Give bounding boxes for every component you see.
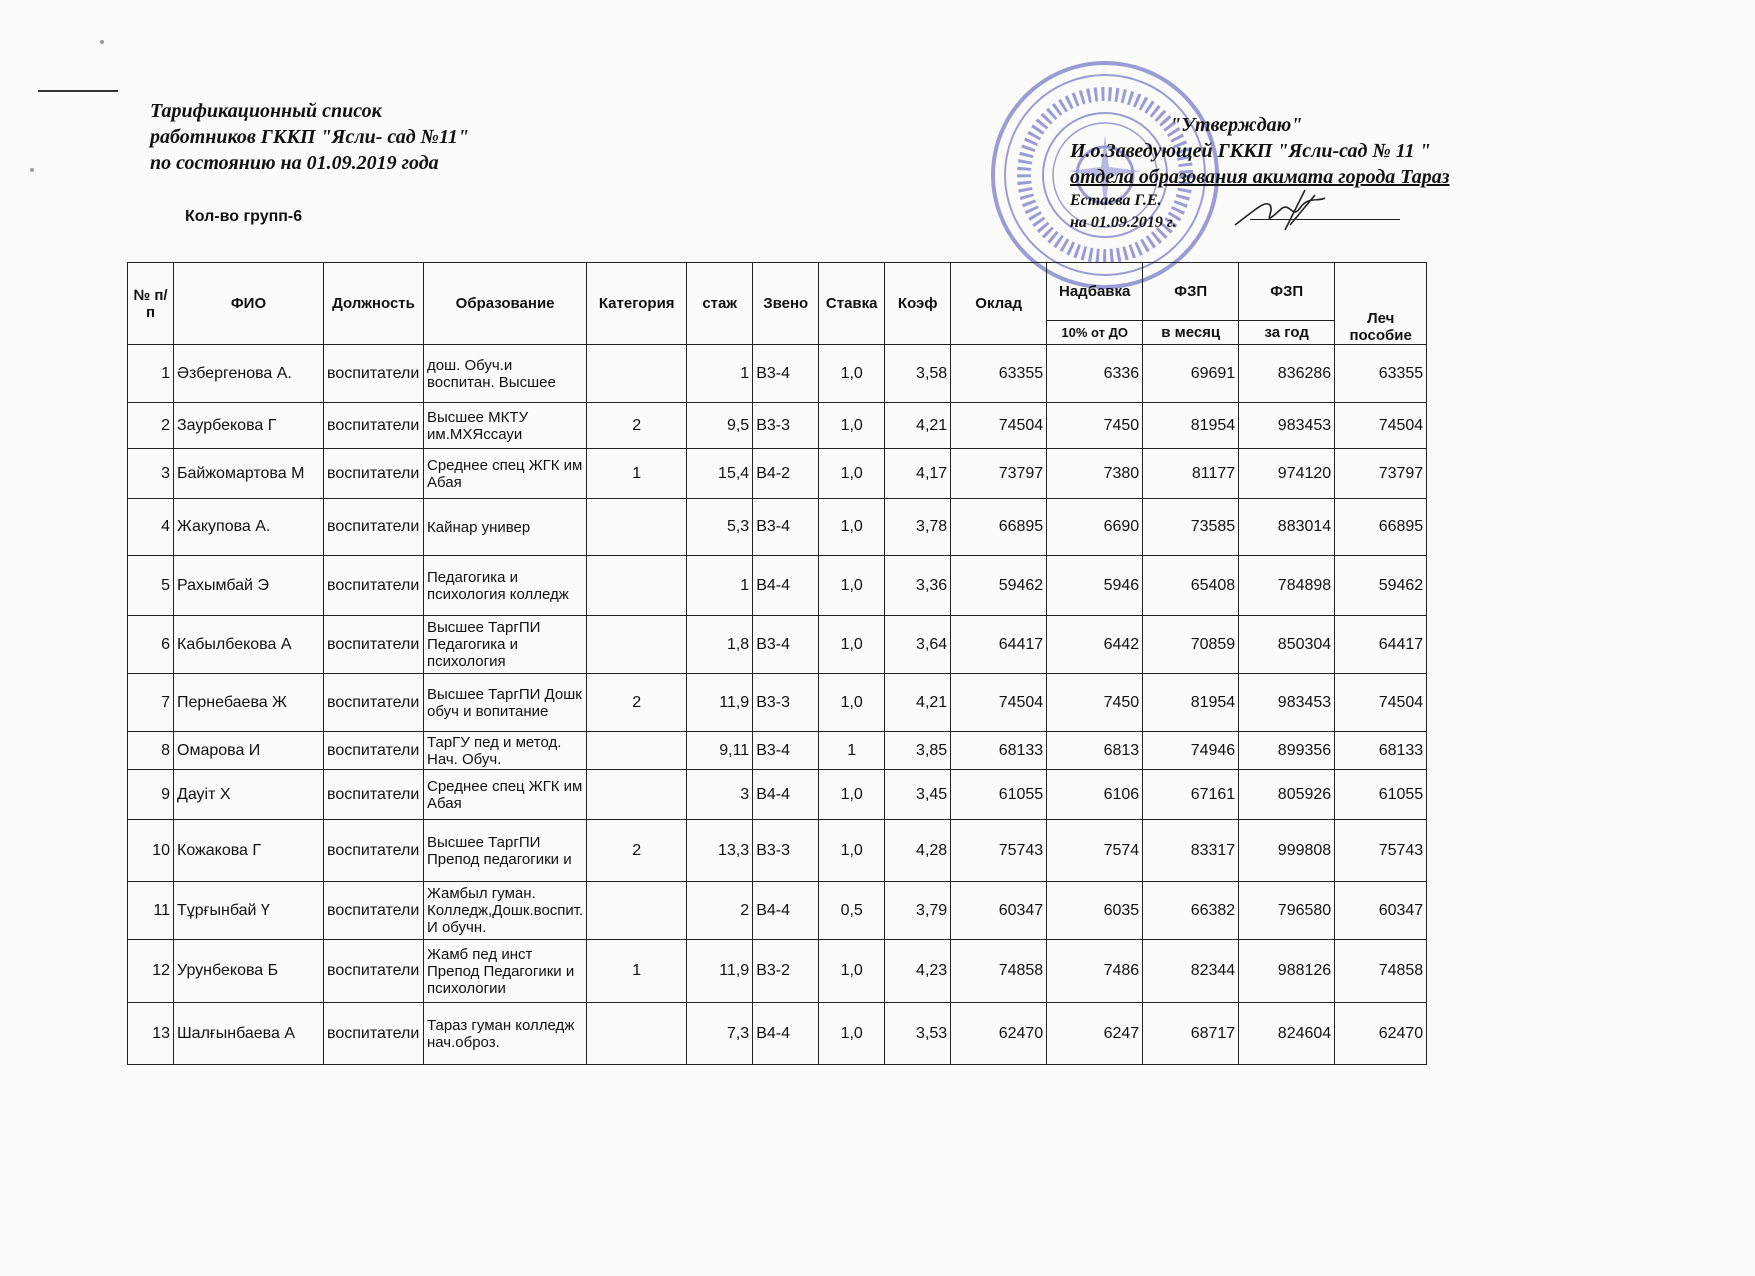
- cell-category: [587, 1003, 687, 1065]
- cell-row-number: 3: [128, 449, 174, 499]
- cell-fzp-month: 81954: [1143, 403, 1239, 449]
- signature-line: [1250, 219, 1400, 220]
- cell-oklad: 59462: [951, 556, 1047, 616]
- col-lech: Леч пособие: [1335, 263, 1427, 345]
- cell-zveno: В3-4: [753, 345, 819, 403]
- col-fio: ФИО: [174, 263, 324, 345]
- cell-category: 2: [587, 820, 687, 882]
- cell-fzp-month: 65408: [1143, 556, 1239, 616]
- col-nadbavka: Надбавка: [1047, 263, 1143, 321]
- cell-education: Среднее спец ЖГК им Абая: [424, 449, 587, 499]
- cell-category: [587, 616, 687, 674]
- cell-position: воспитатели: [324, 449, 424, 499]
- cell-fzp-year: 974120: [1239, 449, 1335, 499]
- cell-education: Кайнар универ: [424, 499, 587, 556]
- table-row: [128, 674, 1427, 732]
- col-position: Должность: [324, 263, 424, 345]
- cell-nadbavka: 6442: [1047, 616, 1143, 674]
- cell-row-number: 11: [128, 882, 174, 940]
- cell-nadbavka: 6247: [1047, 1003, 1143, 1065]
- cell-stavka: 1,0: [819, 674, 885, 732]
- cell-fzp-year: 899356: [1239, 732, 1335, 770]
- cell-employee-name: Жакупова А.: [174, 499, 324, 556]
- cell-oklad: 66895: [951, 499, 1047, 556]
- cell-fzp-year: 824604: [1239, 1003, 1335, 1065]
- cell-lech-posobie: 62470: [1335, 1003, 1427, 1065]
- cell-fzp-year: 988126: [1239, 940, 1335, 1003]
- cell-employee-name: Кожакова Г: [174, 820, 324, 882]
- cell-education: ТарГУ пед и метод. Нач. Обуч.: [424, 732, 587, 770]
- cell-employee-name: Байжомартова М: [174, 449, 324, 499]
- table-row: [128, 820, 1427, 882]
- cell-employee-name: Урунбекова Б: [174, 940, 324, 1003]
- cell-fzp-month: 81954: [1143, 674, 1239, 732]
- cell-experience: 1,8: [687, 616, 753, 674]
- cell-education: Высшее МКТУ им.МХЯссауи: [424, 403, 587, 449]
- cell-nadbavka: 6336: [1047, 345, 1143, 403]
- title-line-2: работников ГККП "Ясли- сад №11": [150, 126, 469, 148]
- cell-education: Педагогика и психология колледж: [424, 556, 587, 616]
- cell-employee-name: Кабылбекова А: [174, 616, 324, 674]
- cell-oklad: 73797: [951, 449, 1047, 499]
- cell-education: Высшее ТаргПИ Дошк обуч и вопитание: [424, 674, 587, 732]
- cell-education: Тараз гуман колледж нач.оброз.: [424, 1003, 587, 1065]
- cell-koef: 3,45: [885, 770, 951, 820]
- cell-nadbavka: 5946: [1047, 556, 1143, 616]
- cell-zveno: В3-4: [753, 616, 819, 674]
- cell-nadbavka: 6813: [1047, 732, 1143, 770]
- cell-koef: 4,28: [885, 820, 951, 882]
- table-row: [128, 345, 1427, 403]
- cell-position: воспитатели: [324, 616, 424, 674]
- cell-category: 2: [587, 403, 687, 449]
- cell-experience: 2: [687, 882, 753, 940]
- cell-fzp-month: 74946: [1143, 732, 1239, 770]
- cell-category: [587, 882, 687, 940]
- table-row: [128, 940, 1427, 1003]
- cell-koef: 3,78: [885, 499, 951, 556]
- cell-oklad: 74858: [951, 940, 1047, 1003]
- cell-lech-posobie: 63355: [1335, 345, 1427, 403]
- approval-name: Естаева Г.Е.: [1070, 192, 1162, 209]
- col-fzp-month: ФЗП: [1143, 263, 1239, 321]
- cell-position: воспитатели: [324, 940, 424, 1003]
- approval-block: [1070, 112, 1450, 234]
- cell-fzp-month: 83317: [1143, 820, 1239, 882]
- cell-koef: 3,64: [885, 616, 951, 674]
- scan-speck: [30, 168, 34, 172]
- cell-oklad: 60347: [951, 882, 1047, 940]
- cell-education: Жамбыл гуман. Колледж,Дошк.воспит. И обучн.: [424, 882, 587, 940]
- table-row: [128, 449, 1427, 499]
- cell-nadbavka: 7450: [1047, 674, 1143, 732]
- cell-nadbavka: 6035: [1047, 882, 1143, 940]
- cell-row-number: 6: [128, 616, 174, 674]
- cell-zveno: В4-4: [753, 1003, 819, 1065]
- cell-category: 1: [587, 940, 687, 1003]
- cell-fzp-month: 82344: [1143, 940, 1239, 1003]
- cell-stavka: 1,0: [819, 403, 885, 449]
- cell-employee-name: Заурбекова Г: [174, 403, 324, 449]
- cell-zveno: В4-2: [753, 449, 819, 499]
- cell-position: воспитатели: [324, 556, 424, 616]
- cell-stavka: 1,0: [819, 616, 885, 674]
- cell-experience: 1: [687, 345, 753, 403]
- cell-experience: 11,9: [687, 674, 753, 732]
- title-line-1: Тарификационный список: [150, 100, 382, 122]
- cell-experience: 1: [687, 556, 753, 616]
- cell-category: [587, 345, 687, 403]
- cell-row-number: 1: [128, 345, 174, 403]
- approval-heading: "Утверждаю": [1170, 114, 1303, 136]
- cell-position: воспитатели: [324, 403, 424, 449]
- cell-koef: 3,85: [885, 732, 951, 770]
- cell-position: воспитатели: [324, 674, 424, 732]
- cell-koef: 4,21: [885, 403, 951, 449]
- header-row: [128, 263, 1427, 321]
- cell-fzp-month: 67161: [1143, 770, 1239, 820]
- cell-experience: 9,11: [687, 732, 753, 770]
- cell-experience: 11,9: [687, 940, 753, 1003]
- col-fzp-month-sub: в месяц: [1143, 321, 1239, 345]
- cell-lech-posobie: 75743: [1335, 820, 1427, 882]
- approval-department: отдела образования акимата города Тараз: [1070, 166, 1450, 188]
- cell-fzp-year: 805926: [1239, 770, 1335, 820]
- col-category: Категория: [587, 263, 687, 345]
- top-rule: [38, 90, 118, 92]
- cell-category: 1: [587, 449, 687, 499]
- col-fzp-year: ФЗП: [1239, 263, 1335, 321]
- col-experience: стаж: [687, 263, 753, 345]
- cell-row-number: 8: [128, 732, 174, 770]
- tariff-table: [127, 262, 1427, 1065]
- cell-fzp-month: 81177: [1143, 449, 1239, 499]
- col-nadbavka-sub: 10% от ДО: [1047, 321, 1143, 345]
- document-title: [150, 98, 469, 176]
- cell-fzp-year: 983453: [1239, 674, 1335, 732]
- cell-position: воспитатели: [324, 882, 424, 940]
- cell-oklad: 68133: [951, 732, 1047, 770]
- scan-speck: [100, 40, 104, 44]
- cell-oklad: 74504: [951, 674, 1047, 732]
- cell-category: 2: [587, 674, 687, 732]
- cell-koef: 4,23: [885, 940, 951, 1003]
- cell-education: Высшее ТаргПИ Педагогика и психология: [424, 616, 587, 674]
- cell-experience: 9,5: [687, 403, 753, 449]
- cell-fzp-month: 68717: [1143, 1003, 1239, 1065]
- cell-stavka: 1: [819, 732, 885, 770]
- cell-koef: 3,79: [885, 882, 951, 940]
- cell-category: [587, 556, 687, 616]
- cell-nadbavka: 7574: [1047, 820, 1143, 882]
- col-num: № п/п: [128, 263, 174, 345]
- cell-zveno: В3-3: [753, 674, 819, 732]
- table-row: [128, 556, 1427, 616]
- cell-nadbavka: 7380: [1047, 449, 1143, 499]
- table-row: [128, 882, 1427, 940]
- cell-row-number: 12: [128, 940, 174, 1003]
- cell-zveno: В3-4: [753, 732, 819, 770]
- cell-zveno: В3-3: [753, 403, 819, 449]
- cell-position: воспитатели: [324, 345, 424, 403]
- cell-employee-name: Рахымбай Э: [174, 556, 324, 616]
- cell-lech-posobie: 59462: [1335, 556, 1427, 616]
- cell-row-number: 13: [128, 1003, 174, 1065]
- cell-stavka: 1,0: [819, 770, 885, 820]
- cell-oklad: 75743: [951, 820, 1047, 882]
- cell-koef: 3,53: [885, 1003, 951, 1065]
- cell-education: Высшее ТаргПИ Препод педагогики и: [424, 820, 587, 882]
- cell-lech-posobie: 74504: [1335, 674, 1427, 732]
- table-row: [128, 1003, 1427, 1065]
- cell-koef: 4,17: [885, 449, 951, 499]
- cell-row-number: 5: [128, 556, 174, 616]
- cell-fzp-year: 983453: [1239, 403, 1335, 449]
- cell-position: воспитатели: [324, 770, 424, 820]
- table-row: [128, 403, 1427, 449]
- cell-zveno: В3-3: [753, 820, 819, 882]
- cell-stavka: 0,5: [819, 882, 885, 940]
- cell-oklad: 61055: [951, 770, 1047, 820]
- cell-stavka: 1,0: [819, 345, 885, 403]
- cell-category: [587, 499, 687, 556]
- cell-fzp-month: 70859: [1143, 616, 1239, 674]
- cell-nadbavka: 6106: [1047, 770, 1143, 820]
- cell-oklad: 74504: [951, 403, 1047, 449]
- col-koef: Коэф: [885, 263, 951, 345]
- cell-fzp-month: 73585: [1143, 499, 1239, 556]
- cell-stavka: 1,0: [819, 556, 885, 616]
- cell-lech-posobie: 68133: [1335, 732, 1427, 770]
- cell-lech-posobie: 60347: [1335, 882, 1427, 940]
- cell-fzp-year: 796580: [1239, 882, 1335, 940]
- cell-row-number: 4: [128, 499, 174, 556]
- cell-employee-name: Әзбергенова А.: [174, 345, 324, 403]
- cell-position: воспитатели: [324, 732, 424, 770]
- cell-fzp-year: 836286: [1239, 345, 1335, 403]
- cell-position: воспитатели: [324, 820, 424, 882]
- cell-position: воспитатели: [324, 499, 424, 556]
- cell-experience: 3: [687, 770, 753, 820]
- cell-fzp-month: 66382: [1143, 882, 1239, 940]
- cell-employee-name: Шалғынбаева А: [174, 1003, 324, 1065]
- cell-education: Жамб пед инст Препод Педагогики и психологии: [424, 940, 587, 1003]
- cell-stavka: 1,0: [819, 449, 885, 499]
- cell-fzp-year: 883014: [1239, 499, 1335, 556]
- col-oklad: Оклад: [951, 263, 1047, 345]
- approval-date: на 01.09.2019 г.: [1070, 214, 1177, 231]
- cell-employee-name: Тұрғынбай Ү: [174, 882, 324, 940]
- cell-nadbavka: 6690: [1047, 499, 1143, 556]
- cell-experience: 15,4: [687, 449, 753, 499]
- cell-employee-name: Пернебаева Ж: [174, 674, 324, 732]
- cell-category: [587, 732, 687, 770]
- cell-lech-posobie: 64417: [1335, 616, 1427, 674]
- cell-zveno: В4-4: [753, 556, 819, 616]
- cell-stavka: 1,0: [819, 499, 885, 556]
- col-stavka: Ставка: [819, 263, 885, 345]
- col-education: Образование: [424, 263, 587, 345]
- cell-category: [587, 770, 687, 820]
- cell-stavka: 1,0: [819, 940, 885, 1003]
- cell-experience: 13,3: [687, 820, 753, 882]
- cell-fzp-year: 850304: [1239, 616, 1335, 674]
- cell-row-number: 7: [128, 674, 174, 732]
- col-fzp-year-sub: за год: [1239, 321, 1335, 345]
- cell-zveno: В4-4: [753, 882, 819, 940]
- cell-koef: 3,58: [885, 345, 951, 403]
- cell-fzp-year: 999808: [1239, 820, 1335, 882]
- cell-lech-posobie: 66895: [1335, 499, 1427, 556]
- cell-employee-name: Дауіт Х: [174, 770, 324, 820]
- table-row: [128, 499, 1427, 556]
- cell-stavka: 1,0: [819, 1003, 885, 1065]
- approval-position: И.о.Заведующей ГККП "Ясли-сад № 11 ": [1070, 140, 1431, 162]
- table-row: [128, 616, 1427, 674]
- cell-row-number: 10: [128, 820, 174, 882]
- cell-nadbavka: 7486: [1047, 940, 1143, 1003]
- cell-row-number: 9: [128, 770, 174, 820]
- cell-fzp-year: 784898: [1239, 556, 1335, 616]
- cell-row-number: 2: [128, 403, 174, 449]
- cell-employee-name: Омарова И: [174, 732, 324, 770]
- cell-oklad: 64417: [951, 616, 1047, 674]
- cell-stavka: 1,0: [819, 820, 885, 882]
- table-row: [128, 770, 1427, 820]
- cell-lech-posobie: 73797: [1335, 449, 1427, 499]
- groups-count: Кол-во групп-6: [185, 208, 303, 225]
- cell-zveno: В3-2: [753, 940, 819, 1003]
- cell-zveno: В3-4: [753, 499, 819, 556]
- cell-nadbavka: 7450: [1047, 403, 1143, 449]
- cell-lech-posobie: 74504: [1335, 403, 1427, 449]
- cell-education: Среднее спец ЖГК им Абая: [424, 770, 587, 820]
- cell-experience: 5,3: [687, 499, 753, 556]
- cell-oklad: 62470: [951, 1003, 1047, 1065]
- cell-zveno: В4-4: [753, 770, 819, 820]
- cell-education: дош. Обуч.и воспитан. Высшее: [424, 345, 587, 403]
- cell-fzp-month: 69691: [1143, 345, 1239, 403]
- cell-lech-posobie: 61055: [1335, 770, 1427, 820]
- title-line-3: по состоянию на 01.09.2019 года: [150, 152, 439, 174]
- cell-lech-posobie: 74858: [1335, 940, 1427, 1003]
- col-zveno: Звено: [753, 263, 819, 345]
- cell-koef: 4,21: [885, 674, 951, 732]
- cell-oklad: 63355: [951, 345, 1047, 403]
- cell-experience: 7,3: [687, 1003, 753, 1065]
- cell-koef: 3,36: [885, 556, 951, 616]
- cell-position: воспитатели: [324, 1003, 424, 1065]
- table-row: [128, 732, 1427, 770]
